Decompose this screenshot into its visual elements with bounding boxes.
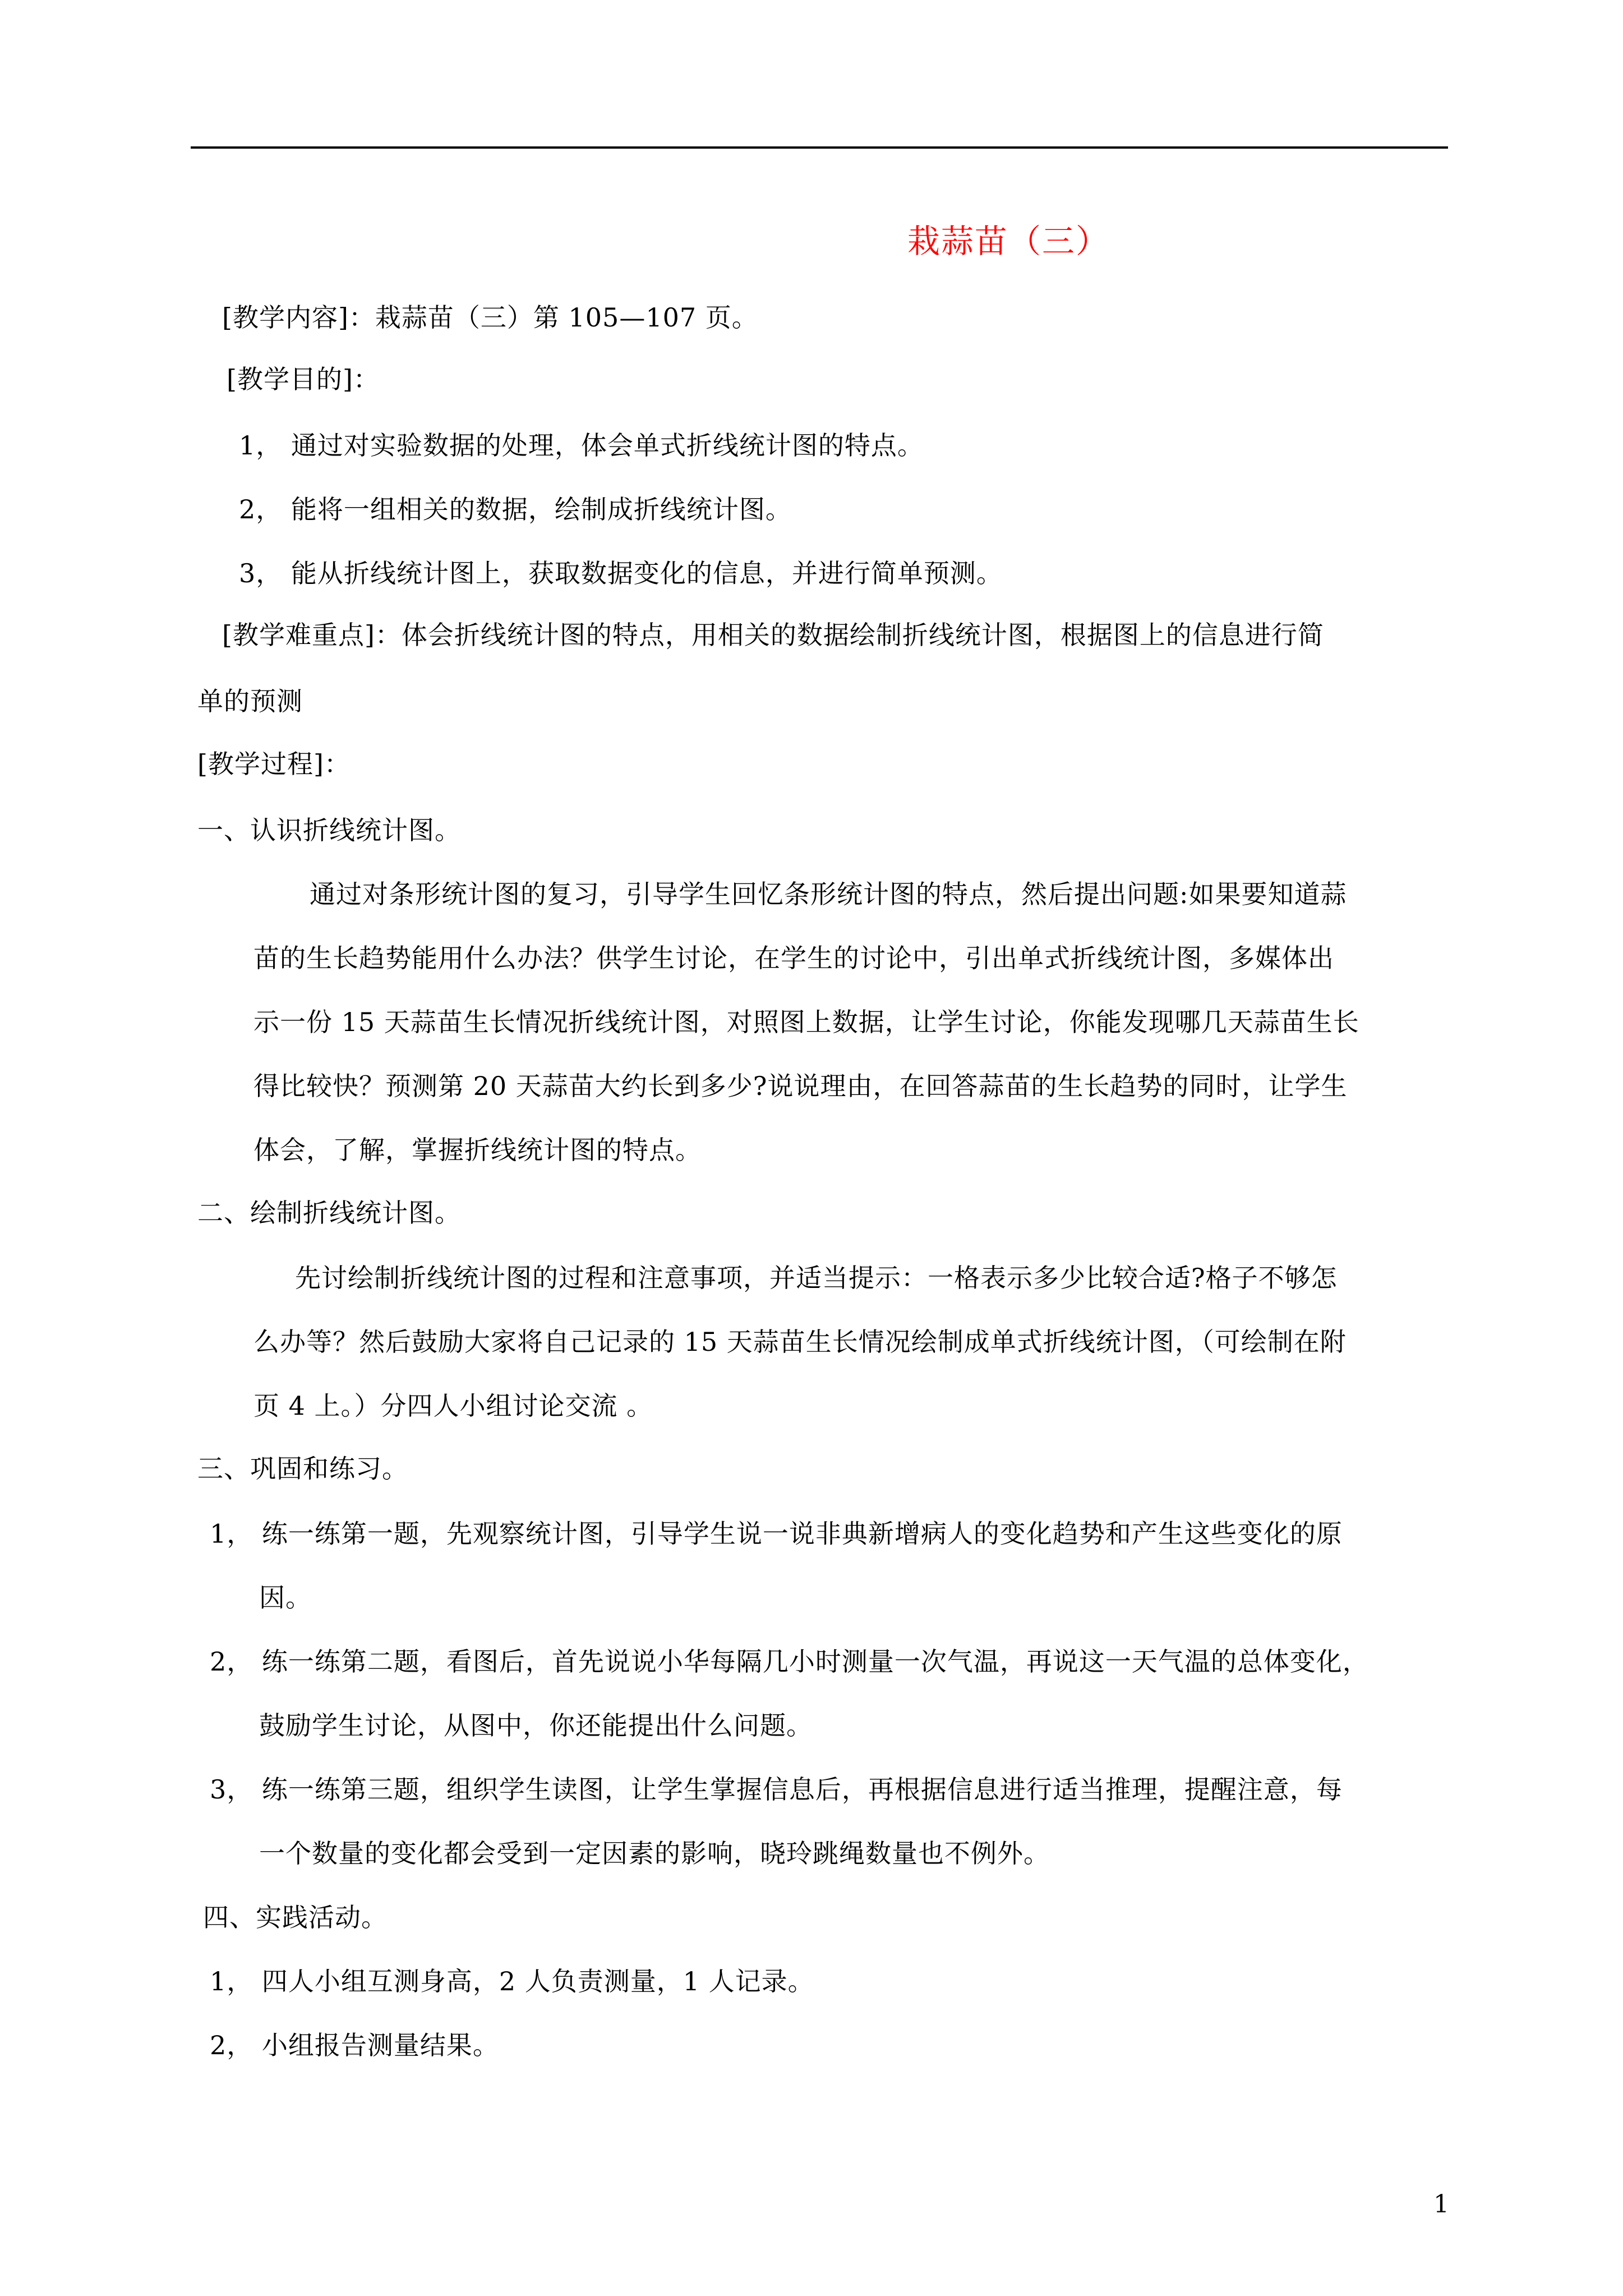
header-rule [191,146,1448,149]
section-2-paragraph-line-3: 页 4 上。）分四人小组讨论交流 。 [253,1391,653,1421]
section-1-paragraph-line-3: 示一份 15 天蒜苗生长情况折线统计图，对照图上数据，让学生讨论，你能发现哪几天蒜苗生长 [253,1007,1359,1037]
section-1-paragraph-line-2: 苗的生长趋势能用什么办法？供学生讨论，在学生的讨论中，引出单式折线统计图，多媒体出 [253,943,1334,973]
section-1-heading: 一、认识折线统计图。 [197,815,461,845]
section-2-paragraph-line-2: 么办等？然后鼓励大家将自己记录的 15 天蒜苗生长情况绘制成单式折线统计图，（可绘制在附 [253,1327,1347,1357]
teaching-content: [教学内容]：栽蒜苗（三）第 105—107 页。 [222,302,758,333]
goal-item-2: 2， 能将一组相关的数据，绘制成折线统计图。 [239,494,792,524]
section-1-paragraph-line-4: 得比较快？预测第 20 天蒜苗大约长到多少?说说理由，在回答蒜苗的生长趋势的同时，让学生 [253,1071,1348,1101]
exercise-1-line-2: 因。 [259,1582,312,1613]
goal-item-1: 1， 通过对实验数据的处理，体会单式折线统计图的特点。 [239,430,924,461]
section-1-paragraph-line-5: 体会，了解，掌握折线统计图的特点。 [253,1135,702,1165]
process-heading: [教学过程]： [197,749,351,779]
section-1-paragraph-line-1: 通过对条形统计图的复习，引导学生回忆条形统计图的特点，然后提出问题:如果要知道蒜 [310,879,1347,909]
exercise-3-line-1: 3， 练一练第三题，组织学生读图，让学生掌握信息后，再根据信息进行适当推理，提醒注意，每 [210,1774,1343,1805]
section-2-paragraph-line-1: 先讨绘制折线统计图的过程和注意事项，并适当提示：一格表示多少比较合适?格子不够怎 [295,1263,1338,1293]
section-3-heading: 三、巩固和练习。 [197,1453,408,1484]
key-points-continued: 单的预测 [197,686,303,716]
activity-item-1: 1， 四人小组互测身高，2 人负责测量，1 人记录。 [210,1966,814,1996]
document-title: 栽蒜苗（三） [907,222,1110,260]
exercise-2-line-2: 鼓励学生讨论，从图中，你还能提出什么问题。 [259,1710,813,1741]
exercise-1-line-1: 1， 练一练第一题，先观察统计图，引导学生说一说非典新增病人的变化趋势和产生这些变化的原 [210,1519,1343,1549]
exercise-2-line-1: 2， 练一练第二题，看图后，首先说说小华每隔几小时测量一次气温，再说这一天气温的总体变化， [210,1646,1369,1677]
teaching-goals-heading: [教学目的]： [227,364,380,394]
page-number: 1 [1433,2190,1449,2219]
goal-item-3: 3， 能从折线统计图上，获取数据变化的信息，并进行简单预测。 [239,558,1003,588]
section-4-heading: 四、实践活动。 [203,1902,388,1932]
exercise-3-line-2: 一个数量的变化都会受到一定因素的影响，晓玲跳绳数量也不例外。 [259,1838,1050,1869]
section-2-heading: 二、绘制折线统计图。 [197,1198,461,1228]
activity-item-2: 2， 小组报告测量结果。 [210,2030,499,2060]
key-points: [教学难重点]：体会折线统计图的特点，用相关的数据绘制折线统计图，根据图上的信息进行简 [222,620,1324,650]
